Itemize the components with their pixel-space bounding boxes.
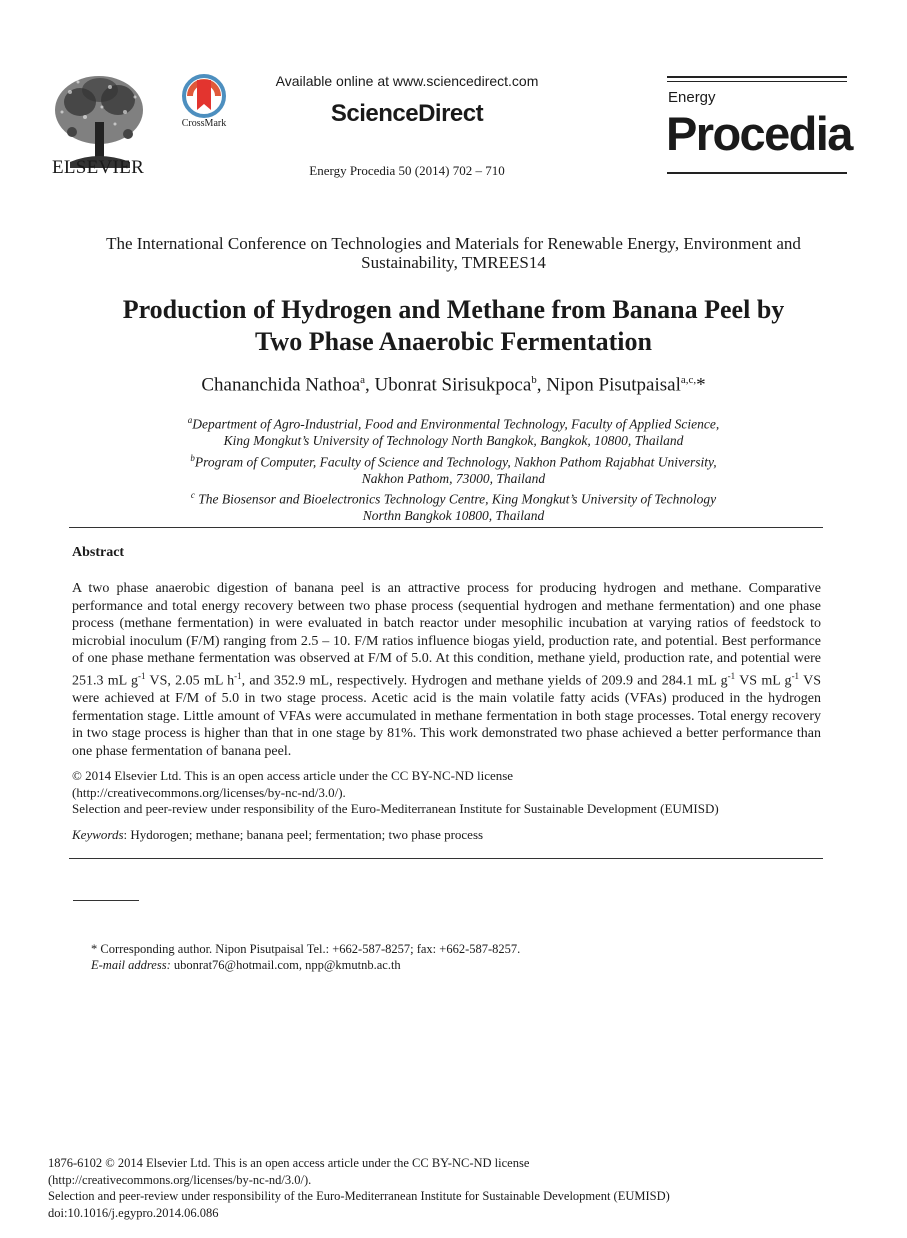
license-block	[72, 768, 821, 818]
abstract-body	[72, 580, 821, 761]
email-value[interactable]: ubonrat76@hotmail.com, npp@kmutnb.ac.th	[170, 958, 401, 972]
section-divider-bottom	[69, 858, 823, 859]
affiliation-line	[60, 487, 847, 508]
author-separator: ,	[365, 374, 375, 396]
sciencedirect-wordmark: ScienceDirect	[330, 100, 484, 127]
doi-line[interactable]: doi:10.1016/j.egypro.2014.06.086	[48, 1205, 219, 1220]
affiliation-mark: a	[187, 415, 193, 425]
paper-title-line1: Production of Hydrogen and Methane from Banana Peel by	[122, 295, 785, 324]
affiliation-list	[60, 412, 847, 525]
affiliation-line: Northn Bangkok 10800, Thailand	[362, 508, 545, 523]
author-affiliation-mark: a	[360, 374, 366, 386]
abstract-text: , and 352.9 mL, respectively. Hydrogen and methane yields of 209.9 and 284.1 mL g	[241, 673, 728, 689]
affiliation-text: Program of Computer, Faculty of Science and Technology, Nakhon Pathom Rajabhat University,	[194, 454, 717, 469]
paper-title	[60, 294, 847, 358]
issn-license-line: 1876-6102 © 2014 Elsevier Ltd. This is an open access article under the CC BY-NC-ND license	[48, 1156, 530, 1170]
conference-name: The International Conference on Technologies and Materials for Renewable Energy, Environment and Sustainability, TMREES14	[106, 234, 801, 272]
email-address-note	[91, 958, 401, 973]
author-list	[60, 374, 847, 396]
affiliation-mark: c	[190, 490, 195, 500]
brand-rule-top	[667, 76, 847, 78]
author-name: Ubonrat Sirisukpoca	[374, 374, 532, 396]
keywords-label: Keywords	[72, 827, 124, 842]
journal-brand-small: Energy	[668, 89, 716, 106]
license-line: © 2014 Elsevier Ltd. This is an open access article under the CC BY-NC-ND license	[72, 768, 514, 783]
brand-rule-bottom	[667, 172, 847, 174]
abstract-text: VS mL g	[735, 673, 792, 689]
peer-review-line: Selection and peer-review under responsibility of the Euro-Mediterranean Institute for Sustainable Development (EUMISD)	[48, 1189, 670, 1204]
available-online-text[interactable]: Available online at www.sciencedirect.com	[275, 73, 539, 89]
author-affiliation-mark: a,c,	[680, 374, 697, 386]
affiliation-mark: b	[190, 452, 195, 463]
affiliation-line	[60, 412, 847, 433]
affiliation-text: The Biosensor and Bioelectronics Technology Centre, King Mongkut’s University of Technology	[194, 491, 717, 507]
keywords-text: : Hydorogen; methane; banana peel; fermentation; two phase process	[123, 827, 484, 842]
crossmark-label: CrossMark	[181, 118, 227, 129]
corresponding-author-note: * Corresponding author. Nipon Pisutpaisal Tel.: +662-587-8257; fax: +662-587-8257.	[91, 942, 521, 956]
abstract-sup: -1	[791, 670, 800, 681]
email-label: E-mail address:	[91, 958, 171, 972]
license-link[interactable]: (http://creativecommons.org/licenses/by-nc-nd/3.0/).	[72, 784, 346, 800]
affiliation-text: Department of Agro-Industrial, Food and Environmental Technology, Faculty of Applied Science,	[192, 416, 720, 432]
brand-rule-top-thin	[667, 81, 847, 82]
abstract-sup: -1	[727, 670, 736, 681]
affiliation-line: King Mongkut’s University of Technology North Bangkok, Bangkok, 10800, Thailand	[223, 433, 684, 448]
article-meta-footer	[48, 1155, 848, 1221]
author-name: Chananchida Nathoa	[201, 374, 361, 396]
abstract-sup: -1	[137, 670, 146, 681]
publisher-name: ELSEVIER	[51, 157, 145, 178]
journal-brand-large: Procedia	[666, 107, 852, 160]
footnote-rule	[73, 900, 139, 901]
abstract-text: VS, 2.05 mL h	[145, 673, 235, 689]
paper-title-line2: Two Phase Anaerobic Fermentation	[255, 327, 652, 356]
affiliation-line: Nakhon Pathom, 73000, Thailand	[361, 470, 546, 486]
section-divider-top	[69, 527, 823, 528]
abstract-text: VS were achieved at F/M of 5.0 in two stage process. Acetic acid is the main volatile fatty acids (VFAs) produced in the hydrogen fermentation stage. Little amount of VFAs were accumulated in methane fermentation in both stage processes. Total energy recovery in two stage process is higher than that in one stage by 81%. This work demonstrated two phase achieved a better performance than one phase fermentation of banana peel.	[72, 673, 821, 759]
license-link[interactable]: (http://creativecommons.org/licenses/by-nc-nd/3.0/).	[48, 1172, 312, 1187]
abstract-heading: Abstract	[72, 545, 125, 560]
keywords	[72, 827, 821, 843]
abstract-sup: -1	[234, 670, 242, 681]
affiliation-line	[60, 450, 847, 471]
author-name: Nipon Pisutpaisal	[546, 374, 681, 396]
author-separator: *	[696, 374, 706, 396]
author-separator: ,	[536, 374, 547, 396]
license-line: Selection and peer-review under responsibility of the Euro-Mediterranean Institute for Sustainable Development (EUMISD)	[72, 801, 719, 816]
abstract-text: A two phase anaerobic digestion of banana peel is an attractive process for producing hydrogen and methane. Comparative performance and total energy recovery between two phase process (sequential hydrogen and methane fermentation) and one phase process (methane fermentation) in were evaluated in batch reactor under mesophilic incubation at varying ratios of feedstock to microbial inoculum (F/M) ranging from 2.5 – 10. F/M ratios influence biogas yield, production rate, and potential. Best performance of one phase methane fermentation was observed at F/M of 5.0. At this condition, methane yield, production rate, and potential were 251.3 mL g	[72, 581, 821, 689]
author-affiliation-mark: b	[531, 374, 537, 386]
journal-reference: Energy Procedia 50 (2014) 702 – 710	[309, 163, 505, 178]
